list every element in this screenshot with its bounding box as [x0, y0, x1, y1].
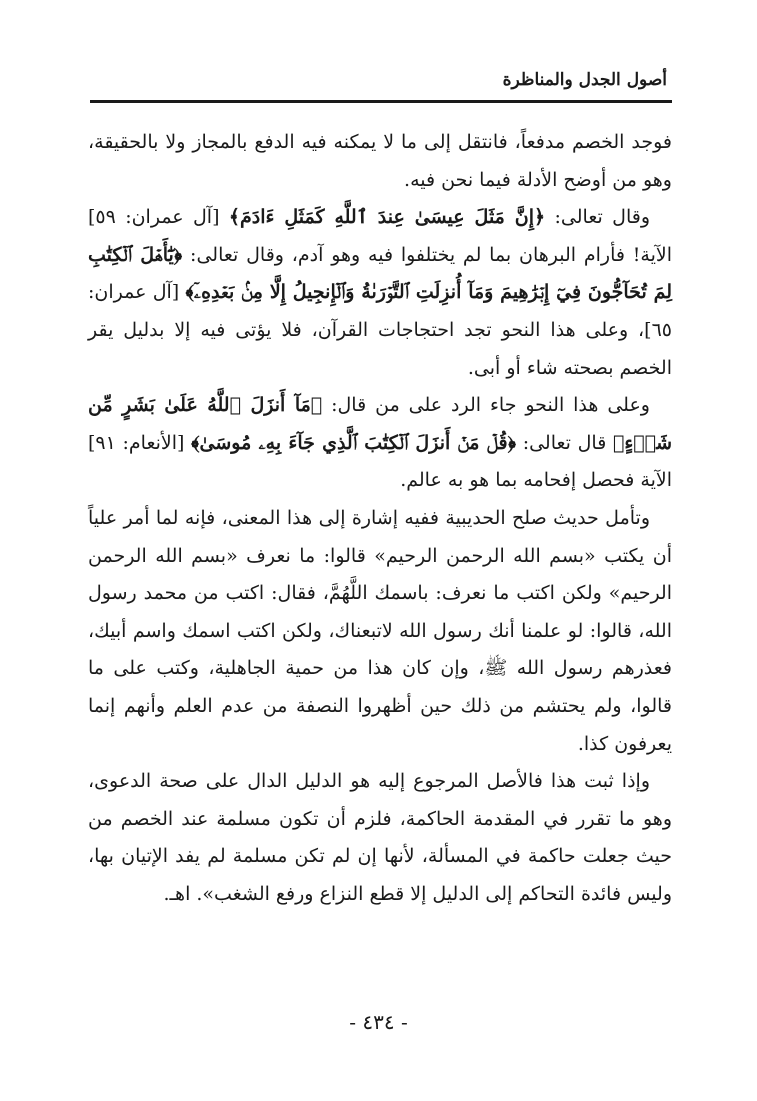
paragraph-text: [آل عمران: ٥٩] الآية! فأرام البرهان بما لم يختلفوا فيه وهو آدم، وقال تعالى: — [88, 206, 672, 266]
paragraph-2 — [88, 199, 672, 387]
paragraph-text: فوجد الخصم مدفعاً، فانتقل إلى ما لا يمكنه فيه الدفع بالمجاز ولا بالحقيقة، وهو من أوضح الأدلة فيما نحن فيه. — [88, 131, 672, 191]
paragraph-text: قال تعالى: — [516, 431, 613, 454]
page-number: - ٤٣٤ - — [349, 1010, 408, 1034]
quran-verse: ﴿إِنَّ مَثَلَ عِيسَىٰ عِندَ ٱللَّهِ كَمَثَلِ ءَادَمَ﴾ — [228, 206, 546, 229]
quran-verse: ﴿يَٰٓأَهۡلَ ٱلۡكِتَٰبِ لِمَ تُحَآجُّونَ فِيٓ إِبۡرَٰهِيمَ وَمَآ أُنزِلَتِ ٱلتَّوۡرَىٰةُ وَٱلۡإِنجِيلُ إِلَّا مِنۢ بَعۡدِهِۦٓ﴾ — [88, 243, 673, 304]
page-body — [88, 124, 672, 913]
paragraph-text: وعلى هذا النحو جاء الرد على من قال: — [322, 394, 650, 417]
paragraph-text: وإذا ثبت هذا فالأصل المرجوع إليه هو الدليل الدال على صحة الدعوى، وهو ما تقرر في المقدمة الحاكمة، فلزم أن تكون مسلمة عند الخصم من حيث جعلت حاكمة في المسألة، لأنها إن لم تكن مسلمة لم يفد الإتيان بها، وليس فائدة التحاكم إلى الدليل إلا قطع النزاع ورفع الشغب». اهـ. — [88, 770, 672, 905]
paragraph-3 — [88, 387, 672, 500]
header-rule — [90, 100, 672, 103]
paragraph-text: [آل عمران: ٦٥]، وعلى هذا النحو تجد احتجاجات القرآن، فلا يؤتى فيه إلا بدليل يقر الخصم بصحته شاء أو أبى. — [88, 281, 672, 379]
paragraph-text: وقال تعالى: — [545, 206, 650, 229]
paragraph-1 — [88, 124, 672, 199]
quran-verse: ﴿قُلۡ مَنۡ أَنزَلَ ٱلۡكِتَٰبَ ٱلَّذِي جَآءَ بِهِۦ مُوسَىٰ﴾ — [191, 431, 517, 454]
quran-verse: ﴿مَآ أَنزَلَ ٱللَّهُ عَلَىٰ بَشَرٍ مِّن شَيۡءٍ﴾ — [88, 394, 672, 454]
paragraph-5 — [88, 763, 672, 913]
paragraph-4 — [88, 500, 672, 763]
paragraph-text: [الأنعام: ٩١] الآية فحصل إفحامه بما هو به عالم. — [88, 431, 672, 492]
running-header-title: أصول الجدل والمناظرة — [502, 70, 667, 90]
paragraph-text: وتأمل حديث صلح الحديبية ففيه إشارة إلى هذا المعنى، فإنه لما أمر علياً أن يكتب «بسم الله الرحمن الرحيم» قالوا: ما نعرف «بسم الله الرحمن الرحيم» ولكن اكتب ما نعرف: باسمك اللَّهُمَّ، فقال: اكتب من محمد رسول الله، قالوا: لو علمنا أنك رسول الله لاتبعناك، ولكن اكتب اسمك واسم أبيك، فعذرهم رسول الله ﷺ، وإن كان هذا من حمية الجاهلية، وكتب على ما قالوا، ولم يحتشم من ذلك حين أظهروا النصفة من عدم العلم وأنهم إنما يعرفون كذا. — [88, 506, 672, 755]
